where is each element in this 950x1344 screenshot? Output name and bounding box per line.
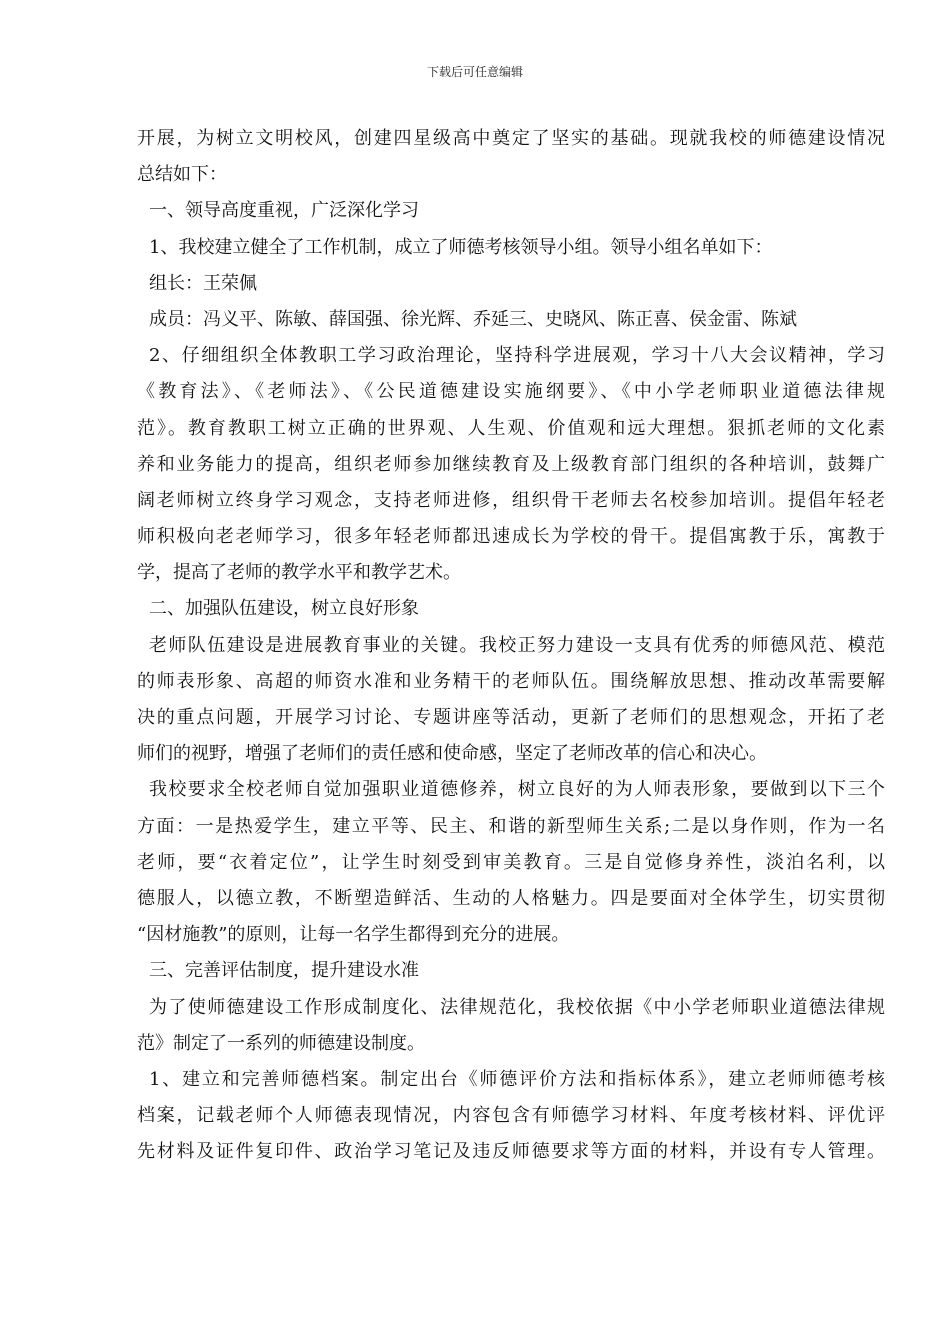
- text-line: 方面：一是热爱学生，建立平等、民主、和谐的新型师生关系;二是以身作则，作为一名: [137, 815, 885, 837]
- text-line: 老师，要“衣着定位”，让学生时刻受到审美教育。三是自觉修身养性，淡泊名利，以: [137, 851, 885, 873]
- text-line: 1、我校建立健全了工作机制，成立了师德考核领导小组。领导小组名单如下：: [149, 236, 773, 258]
- text-line: 档案，记载老师个人师德表现情况，内容包含有师德学习材料、年度考核材料、评优评: [137, 1105, 885, 1127]
- text-line: “因材施教”的原则，让每一名学生都得到充分的进展。: [137, 924, 570, 946]
- text-line: 先材料及证件复印件、政治学习笔记及违反师德要求等方面的材料，并设有专人管理。: [137, 1141, 885, 1163]
- text-line: 一、领导高度重视，广泛深化学习: [149, 200, 419, 222]
- text-line: 范》制定了一系列的师德建设制度。: [137, 1032, 425, 1054]
- document-body: [137, 121, 885, 1170]
- text-line: 决的重点问题，开展学习讨论、专题讲座等活动，更新了老师们的思想观念，开拓了老: [137, 707, 885, 728]
- page-header: 下载后可任意编辑: [426, 65, 523, 79]
- text-line: 的师表形象、高超的师资水准和业务精干的老师队伍。围绕解放思想、推动改革需要解: [137, 670, 885, 692]
- text-line: 阔老师树立终身学习观念，支持老师进修，组织骨干老师去名校参加培训。提倡年轻老: [137, 489, 885, 511]
- text-line: 学，提高了老师的教学水平和教学艺术。: [137, 562, 461, 584]
- text-line: 范》。教育教职工树立正确的世界观、人生观、价值观和远大理想。狠抓老师的文化素: [137, 417, 885, 439]
- text-line: 总结如下：: [137, 164, 227, 186]
- text-line: 2、仔细组织全体教职工学习政治理论，坚持科学进展观，学习十八大会议精神，学习: [149, 345, 885, 367]
- text-line: 组长：王荣佩: [149, 272, 257, 294]
- text-line: 三、完善评估制度，提升建设水准: [149, 960, 419, 982]
- text-line: 师积极向老老师学习，很多年轻老师都迅速成长为学校的骨干。提倡寓教于乐，寓教于: [137, 526, 885, 548]
- text-line: 养和业务能力的提高，组织老师参加继续教育及上级教育部门组织的各种培训，鼓舞广: [137, 453, 885, 475]
- text-line: 《教育法》、《老师法》、《公民道德建设实施纲要》、《中小学老师职业道德法律规: [137, 381, 885, 403]
- text-line: 开展，为树立文明校风，创建四星级高中奠定了坚实的基础。现就我校的师德建设情况: [137, 128, 885, 149]
- text-line: 1、建立和完善师德档案。制定出台《师德评价方法和指标体系》，建立老师师德考核: [149, 1068, 885, 1090]
- text-line: 为了使师德建设工作形成制度化、法律规范化，我校依据《中小学老师职业道德法律规: [149, 996, 885, 1018]
- text-line: 德服人，以德立教，不断塑造鲜活、生动的人格魅力。四是要面对全体学生，切实贯彻: [137, 887, 885, 909]
- text-line: 成员：冯义平、陈敏、薛国强、徐光辉、乔延三、史晓风、陈正喜、侯金雷、陈斌: [149, 308, 797, 330]
- text-line: 我校要求全校老师自觉加强职业道德修养，树立良好的为人师表形象，要做到以下三个: [149, 779, 885, 801]
- text-line: 师们的视野，增强了老师们的责任感和使命感，坚定了老师改革的信心和决心。: [137, 743, 767, 765]
- text-line: 二、加强队伍建设，树立良好形象: [149, 598, 419, 620]
- text-line: 老师队伍建设是进展教育事业的关键。我校正努力建设一支具有优秀的师德风范、模范: [149, 634, 885, 656]
